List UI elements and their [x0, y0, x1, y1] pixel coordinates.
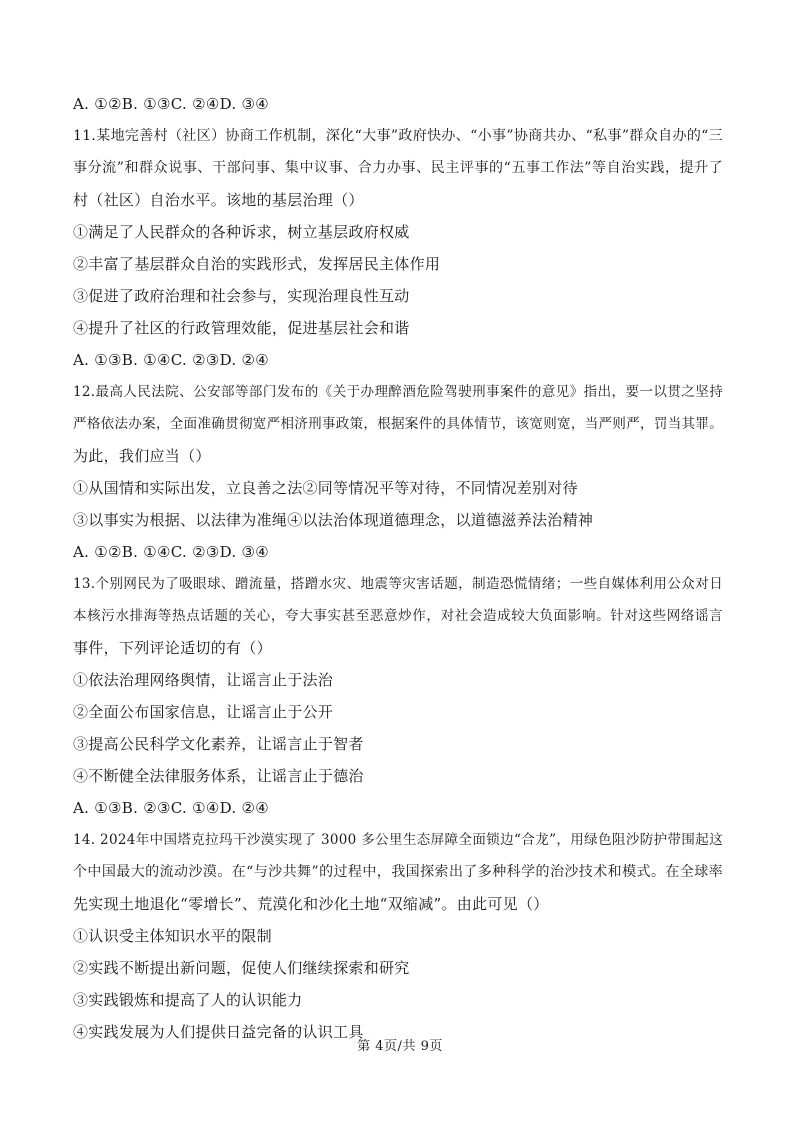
q11-stem-line: 事分流”和群众说事、干部问事、集中议事、合力办事、民主评事的“五事工作法”等自治实践，提升了	[73, 160, 723, 176]
q13-option: ②全面公布国家信息，让谣言止于公开	[73, 703, 334, 721]
q12-option: ①从国情和实际出发，立良善之法②同等情况平等对待，不同情况差别对待	[73, 479, 578, 497]
q12-answer-choices: A. ①②B. ①④C. ②③D. ③④	[73, 543, 270, 561]
exam-page	[73, 88, 723, 1048]
q14-option: ①认识受主体知识水平的限制	[73, 927, 272, 945]
q14-option: ④实践发展为人们提供日益完备的认识工具	[73, 1023, 364, 1041]
page-footer: 第 4页/共 9页	[357, 1039, 443, 1054]
q12-option: ③以事实为根据、以法律为准绳④以法治体现道德理念，以道德滋养法治精神	[73, 511, 594, 529]
q14-stem-line: 先实现土地退化“零增长”、荒漠化和沙化土地“双缩减”。由此可见（）	[73, 895, 549, 913]
q10-answer-choices: A. ①②B. ①③C. ②④D. ③④	[73, 95, 270, 113]
question-13	[73, 568, 723, 824]
question-12	[73, 376, 723, 568]
q14-option: ②实践不断提出新问题，促使人们继续探索和研究	[73, 959, 410, 977]
q11-stem-line: 11.某地完善村（社区）协商工作机制，深化“大事”政府快办、“小事”协商共办、“私事”群众自办的“三	[73, 128, 723, 144]
q13-option: ③提高公民科学文化素养，让谣言止于智者	[73, 735, 364, 753]
q13-answer-choices: A. ①③B. ②③C. ①④D. ②④	[73, 799, 270, 817]
q12-stem-line: 12.最高人民法院、公安部等部门发布的《关于办理醉酒危险驾驶刑事案件的意见》指出，要一以贯之坚持	[73, 384, 723, 400]
q11-answer-choices: A. ①③B. ①④C. ②③D. ②④	[73, 351, 270, 369]
q11-option: ①满足了人民群众的各种诉求，树立基层政府权威	[73, 223, 410, 241]
q13-stem-line: 本核污水排海等热点话题的关心，夸大事实甚至恶意炒作，对社会造成较大负面影响。针对这些网络谣言	[73, 608, 723, 624]
q11-stem-line: 村（社区）自治水平。该地的基层治理（）	[73, 191, 364, 209]
q14-option: ③实践锻炼和提高了人的认识能力	[73, 991, 303, 1009]
q14-stem-line: 14. 2024年中国塔克拉玛干沙漠实现了 3000 多公里生态屏障全面锁边“合龙”，用绿色阻沙防护带围起这	[73, 832, 723, 848]
question-11	[73, 120, 723, 376]
q11-option: ②丰富了基层群众自治的实践形式，发挥居民主体作用	[73, 255, 441, 273]
q14-stem-line: 个中国最大的流动沙漠。在“与沙共舞”的过程中，我国探索出了多种科学的治沙技术和模式。在全球率	[73, 864, 723, 880]
q13-option: ④不断健全法律服务体系，让谣言止于德治	[73, 767, 364, 785]
question-14	[73, 824, 723, 1048]
q13-stem-line: 13.个别网民为了吸眼球、蹭流量，搭蹭水灾、地震等灾害话题，制造恐慌情绪；一些自媒体利用公众对日	[73, 576, 723, 592]
q11-option: ③促进了政府治理和社会参与，实现治理良性互动	[73, 287, 410, 305]
q11-option: ④提升了社区的行政管理效能，促进基层社会和谐	[73, 319, 410, 337]
q13-option: ①依法治理网络舆情，让谣言止于法治	[73, 671, 334, 689]
q12-stem-line: 严格依法办案，全面准确贯彻宽严相济刑事政策，根据案件的具体情节，该宽则宽，当严则严，罚当其罪。	[73, 416, 723, 432]
q13-stem-line: 事件，下列评论适切的有（）	[73, 639, 272, 657]
q12-stem-line: 为此，我们应当（）	[73, 447, 211, 465]
